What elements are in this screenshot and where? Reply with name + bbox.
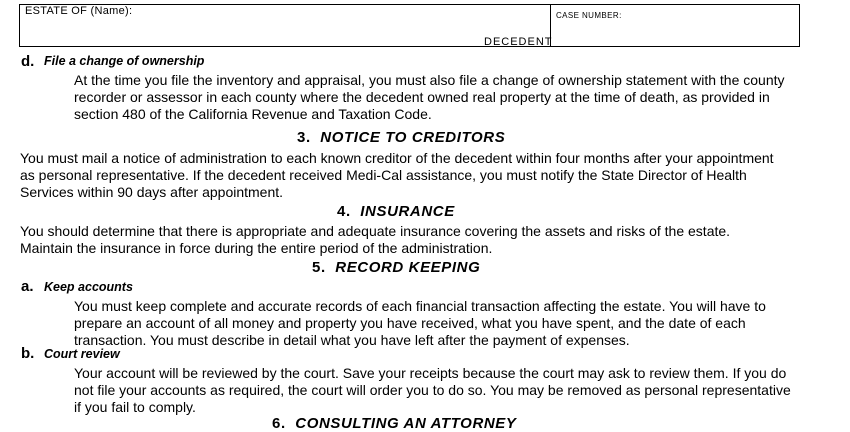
item-d-line-1: At the time you file the inventory and appraisal, you must also file a change of ownership statement with the county [74, 72, 785, 88]
case-number-label: CASE NUMBER: [556, 11, 622, 20]
item-d-title: File a change of ownership [44, 54, 205, 68]
item-a-line-1: You must keep complete and accurate records of each financial transaction affecting the estate. You will have to [74, 298, 766, 314]
item-d-letter: d. [21, 53, 35, 70]
section-3-line-2: as personal representative. If the decedent received Medi-Cal assistance, you must notify the State Director of Health [20, 167, 747, 183]
section-4-line-2: Maintain the insurance in force during the entire period of the administration. [20, 240, 493, 256]
item-b-title: Court review [44, 347, 120, 361]
item-a-title: Keep accounts [44, 280, 133, 294]
item-b-line-2: not file your accounts as required, the court will order you to do so. You may be removed as personal representative [74, 382, 791, 398]
section-4-number: 4. [337, 203, 351, 220]
section-5-title: RECORD KEEPING [335, 259, 481, 276]
section-6-title: CONSULTING AN ATTORNEY [295, 415, 517, 432]
section-4-heading [337, 203, 455, 220]
item-d-line-2: recorder or assessor in each county where the decedent owned real property at the time of death, as provided in [74, 89, 770, 105]
section-5-heading [312, 259, 480, 276]
section-6-heading [272, 415, 517, 432]
decedent-label: DECEDENT [484, 36, 553, 48]
section-3-line-3: Services within 90 days after appointment. [20, 184, 284, 200]
section-3-line-1: You must mail a notice of administration to each known creditor of the decedent within four months after your appointment [20, 150, 774, 166]
item-a-line-3: transaction. You must describe in detail what you have left after the payment of expenses. [74, 332, 630, 348]
section-6-number: 6. [272, 415, 286, 432]
item-d-line-3: section 480 of the California Revenue and Taxation Code. [74, 106, 432, 122]
section-4-title: INSURANCE [360, 203, 455, 220]
section-4-line-1: You should determine that there is appropriate and adequate insurance covering the assets and risks of the estate. [20, 223, 731, 239]
section-3-title: NOTICE TO CREDITORS [320, 129, 506, 146]
item-a-letter: a. [21, 278, 34, 295]
section-3-number: 3. [297, 129, 311, 146]
item-b-letter: b. [21, 345, 35, 362]
caption-box [19, 4, 800, 47]
section-5-number: 5. [312, 259, 326, 276]
estate-of-label: ESTATE OF (Name): [25, 5, 133, 17]
item-a-line-2: prepare an account of all money and property you have received, what you have spent, and the date of each [74, 315, 746, 331]
section-3-heading [297, 129, 505, 146]
item-b-line-1: Your account will be reviewed by the court. Save your receipts because the court may ask to review them. If you do [74, 365, 787, 381]
item-b-line-3: if you fail to comply. [74, 399, 196, 415]
